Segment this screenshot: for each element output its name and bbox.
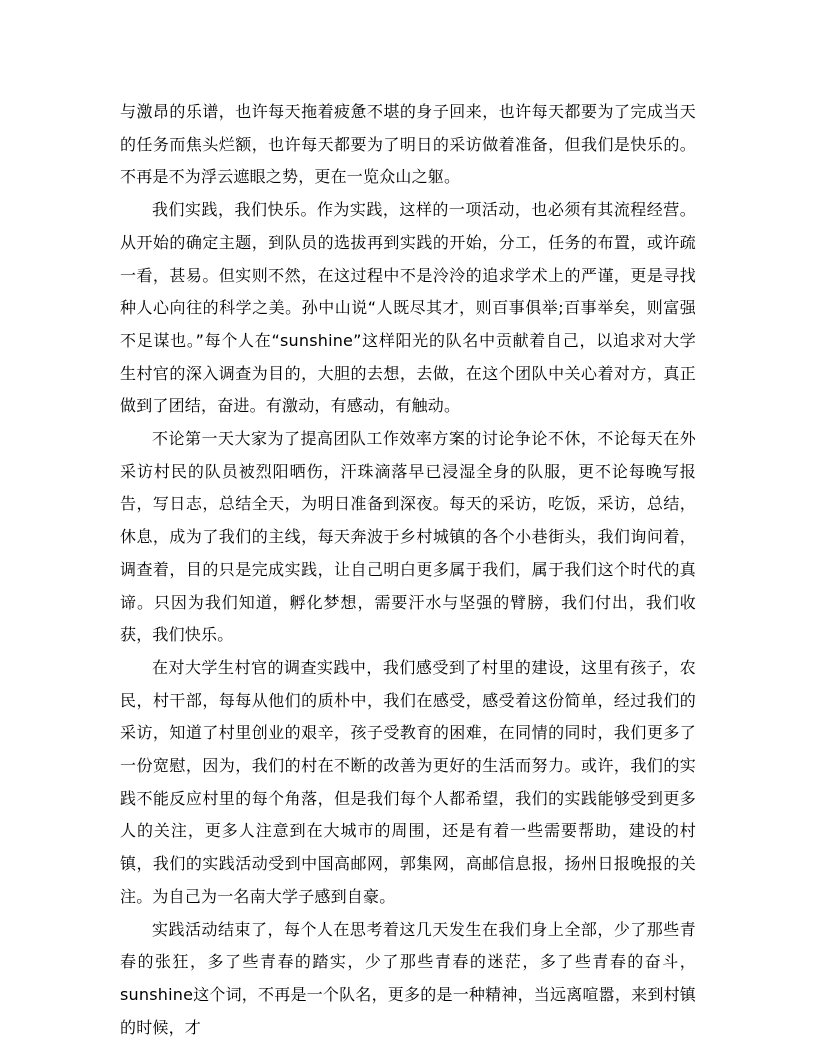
paragraph-2: 我们实践，我们快乐。作为实践，这样的一项活动，也必须有其流程经营。从开始的确定主题，到队员的选拔再到实践的开始，分工，任务的布置，或许疏一看，甚易。但实则不然，在这过程中不是泠泠的追求学术上的严谨，更是寻找种人心向往的科学之美。孙中山说“人既尽其才，则百事俱举;百事举矣，则富强不足谋也。”每个人在“sunshine”这样阳光的队名中贡献着自己，以追求对大学生村官的深入调查为目的，大胆的去想，去做，在这个团队中关心着对方，真正做到了团结，奋进。有激动，有感动，有触动。 <box>120 200 696 416</box>
paragraph-1: 与激昂的乐谱，也许每天拖着疲惫不堪的身子回来，也许每天都要为了完成当天的任务而焦头烂额，也许每天都要为了明日的采访做着准备，但我们是快乐的。不再是不为浮云遮眼之势，更在一览众山之躯。 <box>120 102 696 187</box>
document-page <box>120 96 696 1044</box>
paragraph-4: 在对大学生村官的调查实践中，我们感受到了村里的建设，这里有孩子，农民，村干部，每每从他们的质朴中，我们在感受，感受着这份简单，经过我们的采访，知道了村里创业的艰辛，孩子受教育的困难，在同情的同时，我们更多了一份宽慰，因为，我们的村在不断的改善为更好的生活而努力。或许，我们的实践不能反应村里的每个角落，但是我们每个人都希望，我们的实践能够受到更多人的关注，更多人注意到在大城市的周围，还是有着一些需要帮助，建设的村镇，我们的实践活动受到中国高邮网，郭集网，高邮信息报，扬州日报晚报的关注。为自己为一名南大学子感到自豪。 <box>120 657 696 906</box>
paragraph-5: 实践活动结束了，每个人在思考着这几天发生在我们身上全部，少了那些青春的张狂，多了些青春的踏实，少了那些青春的迷茫，多了些青春的奋斗，sunshine这个词，不再是一个队名，更多的是一种精神，当远离喧嚣，来到村镇的时候，才 <box>120 919 696 1037</box>
paragraph-3: 不论第一天大家为了提高团队工作效率方案的讨论争论不休，不论每天在外采访村民的队员被烈阳晒伤，汗珠滴落早已浸湿全身的队服，更不论每晚写报告，写日志，总结全天，为明日准备到深夜。每天的采访，吃饭，采访，总结，休息，成为了我们的主线，每天奔波于乡村城镇的各个小巷街头，我们询问着，调查着，目的只是完成实践，让自己明白更多属于我们，属于我们这个时代的真谛。只因为我们知道，孵化梦想，需要汗水与坚强的臂膀，我们付出，我们收获，我们快乐。 <box>120 429 696 645</box>
